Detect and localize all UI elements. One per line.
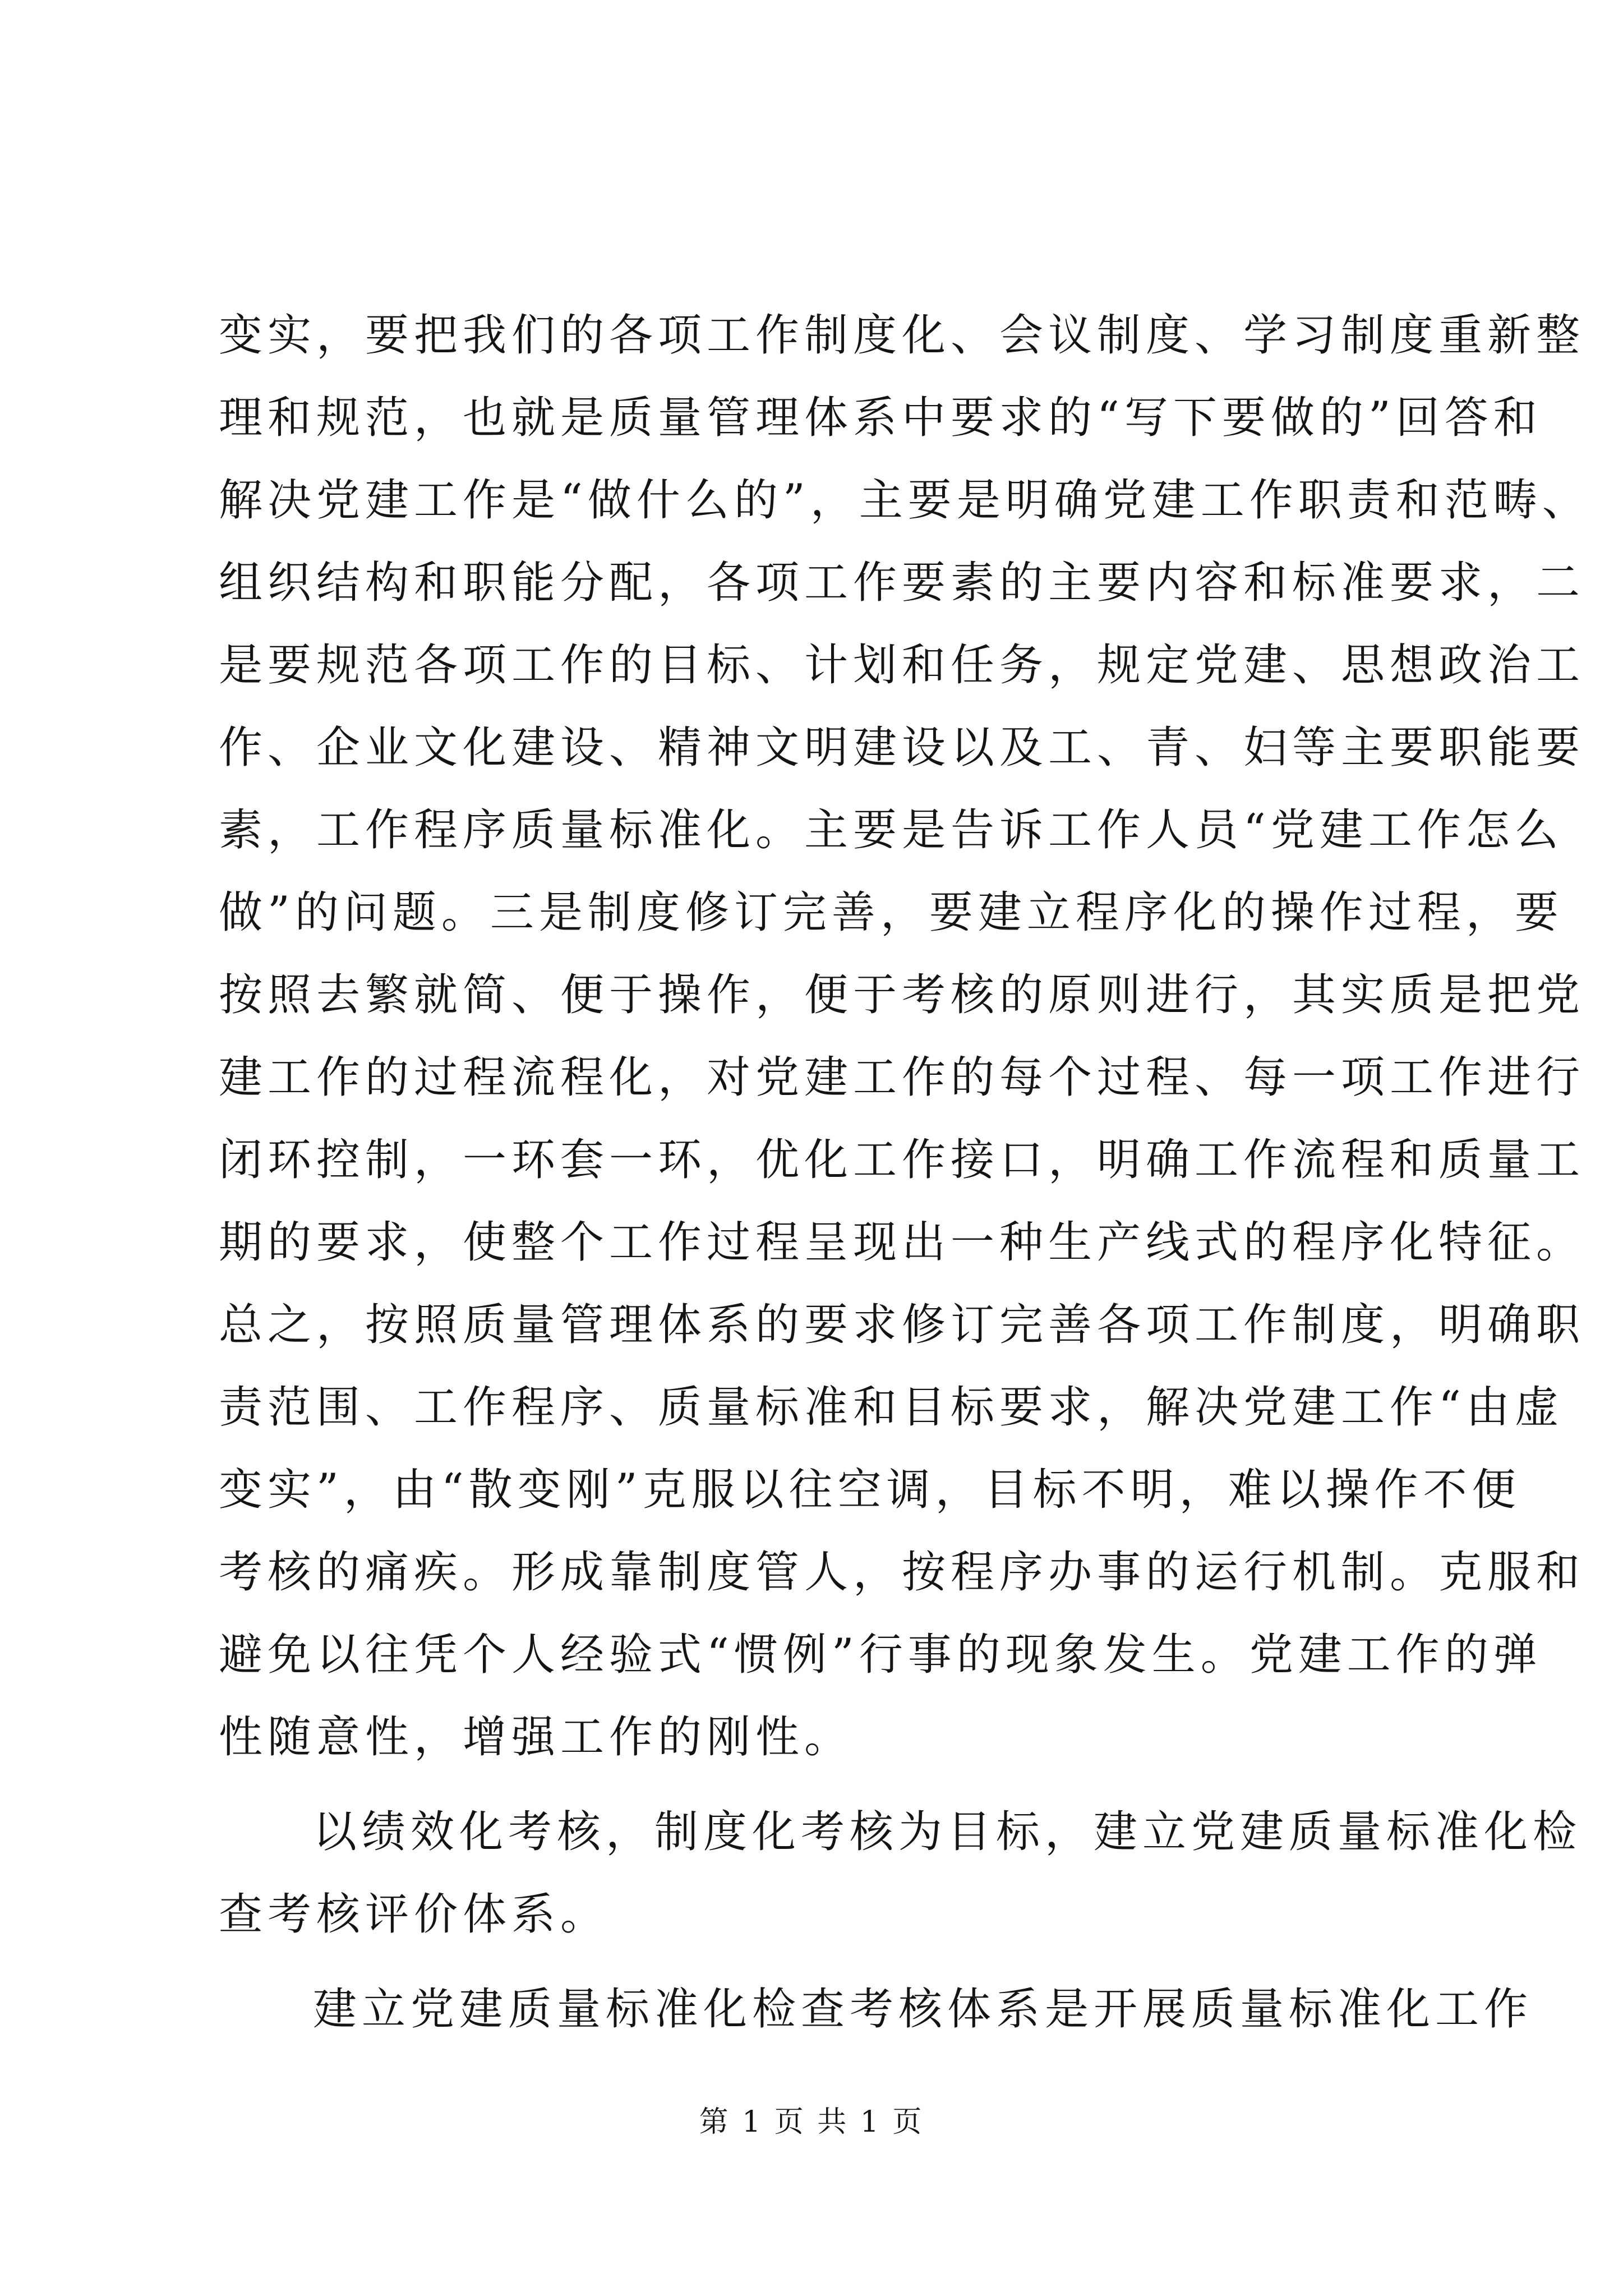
text-line: 变实”，由“散变刚”克服以往空调，目标不明，难以操作不便 xyxy=(219,1465,1521,1515)
text-line: 期的要求，使整个工作过程呈现出一种生产线式的程序化特征。 xyxy=(219,1217,1585,1268)
text-line: 是要规范各项工作的目标、计划和任务，规定党建、思想政治工 xyxy=(219,640,1585,691)
text-line: 组织结构和职能分配，各项工作要素的主要内容和标准要求，二 xyxy=(219,558,1585,608)
text-line: 责范围、工作程序、质量标准和目标要求，解决党建工作“由虚 xyxy=(219,1382,1564,1433)
text-line: 闭环控制，一环套一环，优化工作接口，明确工作流程和质量工 xyxy=(219,1135,1585,1185)
text-line: 作、企业文化建设、精神文明建设以及工、青、妇等主要职能要 xyxy=(219,723,1585,773)
paragraph-3 xyxy=(219,1968,1533,2051)
paragraph-2 xyxy=(219,1791,1582,1956)
text-line: 素，工作程序质量标准化。主要是告诉工作人员“党建工作怎么 xyxy=(219,805,1564,855)
text-line: 理和规范，也就是质量管理体系中要求的“写下要做的”回答和 xyxy=(219,393,1542,443)
page-footer: 第 1 页 共 1 页 xyxy=(699,2105,924,2139)
document-body xyxy=(219,295,1591,2051)
text-line: 总之，按照质量管理体系的要求修订完善各项工作制度，明确职 xyxy=(219,1300,1585,1350)
text-line: 性随意性，增强工作的刚性。 xyxy=(219,1712,854,1763)
text-line: 以绩效化考核，制度化考核为目标，建立党建质量标准化检 xyxy=(313,1807,1582,1857)
text-line: 查考核评价体系。 xyxy=(219,1889,610,1940)
text-line: 按照去繁就简、便于操作，便于考核的原则进行，其实质是把党 xyxy=(219,970,1585,1020)
text-line: 做”的问题。三是制度修订完善，要建立程序化的操作过程，要 xyxy=(219,887,1564,938)
text-line: 变实，要把我们的各项工作制度化、会议制度、学习制度重新整 xyxy=(219,310,1585,361)
text-line: 建立党建质量标准化检查考核体系是开展质量标准化工作 xyxy=(313,1984,1533,2035)
text-line: 解决党建工作是“做什么的”，主要是明确党建工作职责和范畴、 xyxy=(219,475,1591,526)
text-line: 考核的痛疾。形成靠制度管人，按程序办事的运行机制。克服和 xyxy=(219,1547,1585,1598)
text-line: 避免以往凭个人经验式“惯例”行事的现象发生。党建工作的弹 xyxy=(219,1630,1542,1680)
text-line: 建工作的过程流程化，对党建工作的每个过程、每一项工作进行 xyxy=(219,1052,1585,1103)
paragraph-1 xyxy=(219,295,1591,1779)
